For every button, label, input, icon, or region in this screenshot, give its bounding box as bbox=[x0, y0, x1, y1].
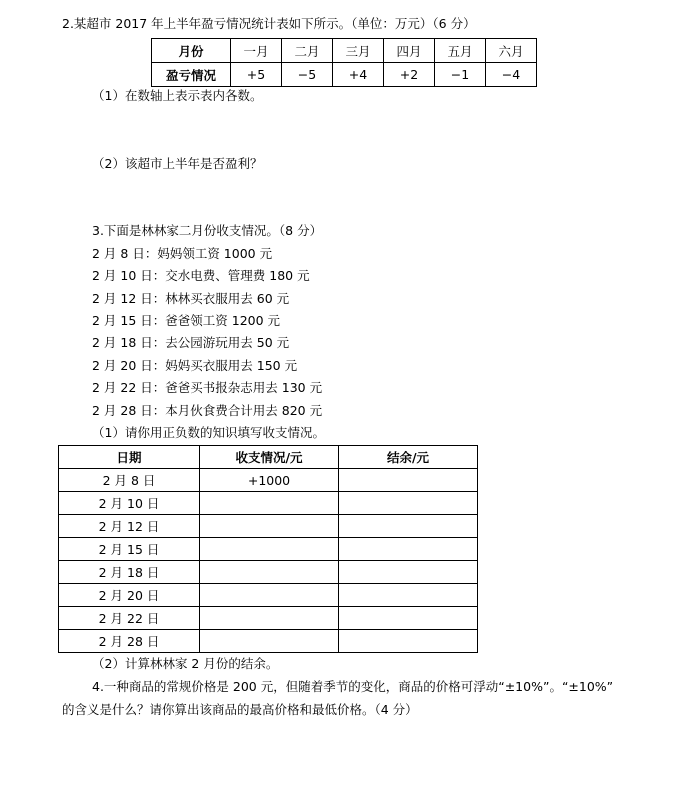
date-cell: 2 月 18 日 bbox=[59, 561, 200, 584]
q2-sub1: （1）在数轴上表示表内各数。 bbox=[92, 88, 263, 103]
q3-item: 2 月 12 日：林林买衣服用去 60 元 bbox=[92, 291, 290, 306]
income-expense-table bbox=[58, 445, 478, 653]
month-cell: 三月 bbox=[333, 39, 384, 63]
date-cell: 2 月 8 日 bbox=[59, 469, 200, 492]
profit-row-label: 盈亏情况 bbox=[152, 63, 231, 87]
q3-item: 2 月 8 日：妈妈领工资 1000 元 bbox=[92, 246, 273, 261]
date-cell: 2 月 10 日 bbox=[59, 492, 200, 515]
q3-item: 2 月 22 日：爸爸买书报杂志用去 130 元 bbox=[92, 380, 323, 395]
date-cell: 2 月 12 日 bbox=[59, 515, 200, 538]
q3-title: 3.下面是林林家二月份收支情况。（8 分） bbox=[92, 223, 323, 238]
profit-value-cell: +4 bbox=[333, 63, 384, 87]
table-row bbox=[59, 607, 478, 630]
table-header-row bbox=[59, 446, 478, 469]
balance-cell bbox=[339, 584, 478, 607]
q2-sub2: （2）该超市上半年是否盈利？ bbox=[92, 156, 263, 171]
month-cell: 六月 bbox=[486, 39, 537, 63]
q3-sub2: （2）计算林林家 2 月份的结余。 bbox=[92, 656, 279, 671]
month-header-cell: 月份 bbox=[152, 39, 231, 63]
q3-item: 2 月 15 日：爸爸领工资 1200 元 bbox=[92, 313, 281, 328]
table-row bbox=[59, 538, 478, 561]
q3-item: 2 月 28 日：本月伙食费合计用去 820 元 bbox=[92, 403, 323, 418]
profit-value-cell: −5 bbox=[282, 63, 333, 87]
balance-cell bbox=[339, 515, 478, 538]
balance-cell bbox=[339, 607, 478, 630]
table-row bbox=[152, 63, 537, 87]
change-cell bbox=[200, 561, 339, 584]
q3-item: 2 月 20 日：妈妈买衣服用去 150 元 bbox=[92, 358, 298, 373]
change-cell bbox=[200, 515, 339, 538]
q3-item: 2 月 10 日：交水电费、管理费 180 元 bbox=[92, 268, 310, 283]
q4-line2: 的含义是什么？请你算出该商品的最高价格和最低价格。（4 分） bbox=[62, 702, 418, 717]
month-cell: 五月 bbox=[435, 39, 486, 63]
date-cell: 2 月 22 日 bbox=[59, 607, 200, 630]
q2-title: 2.某超市 2017 年上半年盈亏情况统计表如下所示。（单位：万元）（6 分） bbox=[62, 16, 476, 31]
change-cell bbox=[200, 492, 339, 515]
change-cell bbox=[200, 630, 339, 653]
balance-header: 结余/元 bbox=[339, 446, 478, 469]
table-row bbox=[59, 561, 478, 584]
change-header: 收支情况/元 bbox=[200, 446, 339, 469]
q3-item: 2 月 18 日：去公园游玩用去 50 元 bbox=[92, 335, 290, 350]
balance-cell bbox=[339, 538, 478, 561]
q3-sub1: （1）请你用正负数的知识填写收支情况。 bbox=[92, 425, 325, 440]
table-row bbox=[59, 584, 478, 607]
table-row bbox=[59, 469, 478, 492]
balance-cell bbox=[339, 561, 478, 584]
balance-cell bbox=[339, 630, 478, 653]
balance-cell bbox=[339, 469, 478, 492]
table-row bbox=[59, 492, 478, 515]
balance-cell bbox=[339, 492, 478, 515]
profit-value-cell: +2 bbox=[384, 63, 435, 87]
month-cell: 一月 bbox=[231, 39, 282, 63]
table-row bbox=[59, 630, 478, 653]
profit-value-cell: −4 bbox=[486, 63, 537, 87]
change-cell bbox=[200, 538, 339, 561]
change-cell bbox=[200, 584, 339, 607]
change-cell bbox=[200, 607, 339, 630]
profit-loss-table bbox=[151, 38, 537, 87]
month-cell: 四月 bbox=[384, 39, 435, 63]
table-header-row bbox=[152, 39, 537, 63]
date-cell: 2 月 15 日 bbox=[59, 538, 200, 561]
date-cell: 2 月 28 日 bbox=[59, 630, 200, 653]
date-cell: 2 月 20 日 bbox=[59, 584, 200, 607]
profit-value-cell: +5 bbox=[231, 63, 282, 87]
q4-line1: 4.一种商品的常规价格是 200 元，但随着季节的变化，商品的价格可浮动“±10%”。“±10%” bbox=[92, 679, 614, 694]
table-row bbox=[59, 515, 478, 538]
date-header: 日期 bbox=[59, 446, 200, 469]
month-cell: 二月 bbox=[282, 39, 333, 63]
change-cell: +1000 bbox=[200, 469, 339, 492]
profit-value-cell: −1 bbox=[435, 63, 486, 87]
